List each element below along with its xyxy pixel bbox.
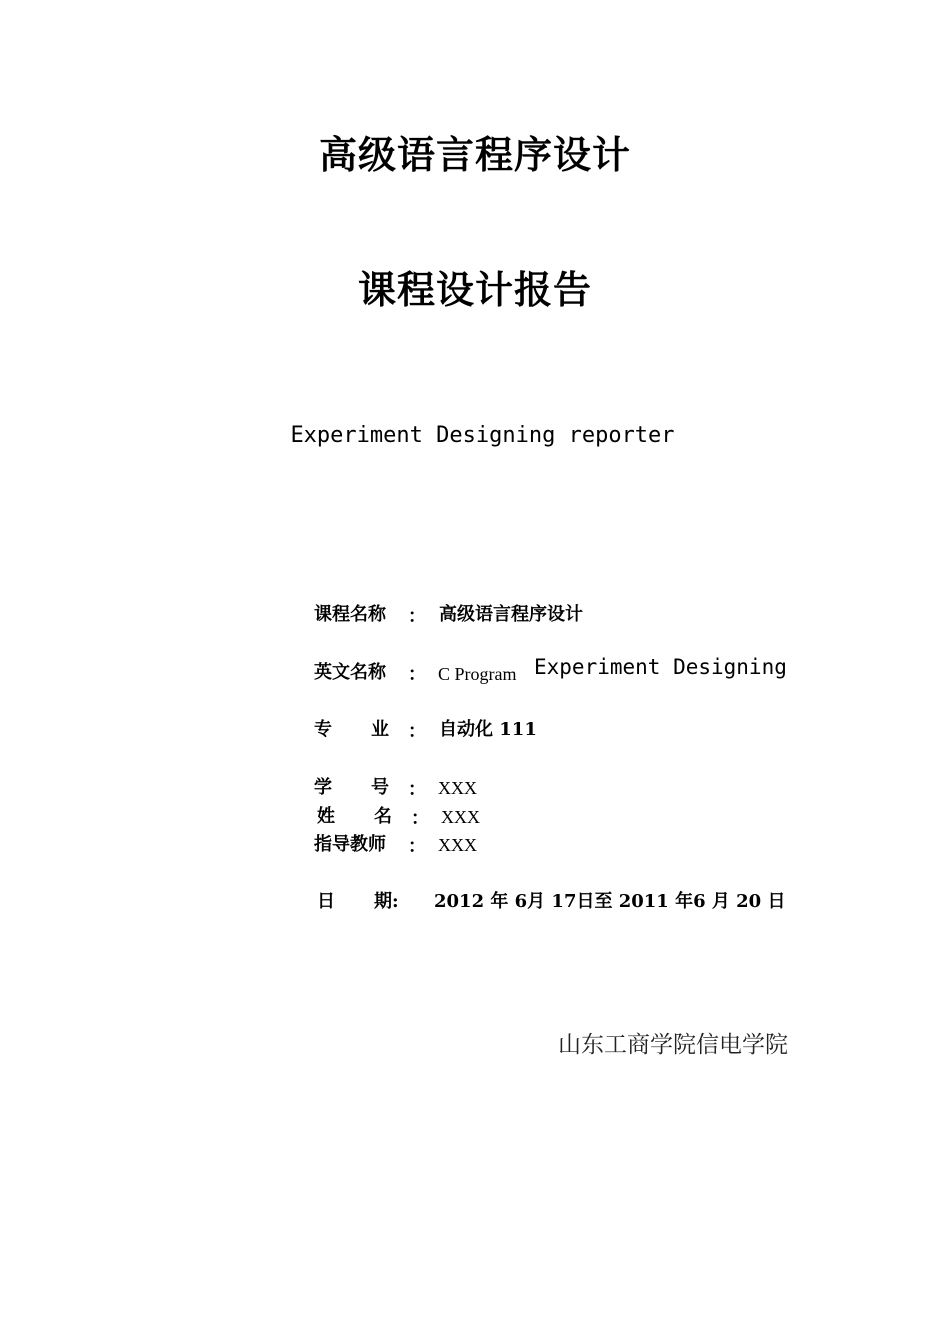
major-colon: ：: [408, 721, 426, 742]
name-colon: ：: [411, 808, 429, 829]
english-subtitle: Experiment Designing reporter: [290, 423, 675, 448]
major-label-char2: 业: [371, 719, 389, 740]
date-label-char2: 期:: [374, 891, 399, 912]
english-name-value: Experiment Designing: [534, 655, 787, 679]
course-name-label: 课程名称: [314, 604, 386, 625]
english-name-label: 英文名称: [314, 662, 386, 683]
advisor-colon: ：: [408, 836, 426, 857]
course-name-value: 高级语言程序设计: [439, 604, 583, 625]
student-id-label-char1: 学: [314, 777, 332, 798]
student-id-colon: ：: [408, 779, 426, 800]
document-subtitle: 课程设计报告: [357, 267, 592, 312]
college-name: 山东工商学院信电学院: [558, 1032, 788, 1058]
advisor-value: XXX: [438, 835, 477, 855]
date-value: 2012 年 6月 17日至 2011 年6 月 20 日: [434, 891, 786, 912]
name-label-char1: 姓: [317, 806, 335, 827]
course-name-colon: ：: [408, 606, 426, 627]
major-value: 自动化 111: [439, 719, 537, 740]
student-id-value: XXX: [438, 778, 477, 798]
advisor-label: 指导教师: [314, 834, 386, 855]
english-name-prefix: C Program: [438, 664, 517, 684]
document-title: 高级语言程序设计: [318, 132, 631, 177]
date-label-char1: 日: [317, 891, 335, 912]
student-id-label-char2: 号: [371, 777, 389, 798]
name-value: XXX: [441, 807, 480, 827]
major-label-char1: 专: [314, 719, 332, 740]
name-label-char2: 名: [374, 806, 392, 827]
english-name-colon: ：: [408, 664, 426, 685]
